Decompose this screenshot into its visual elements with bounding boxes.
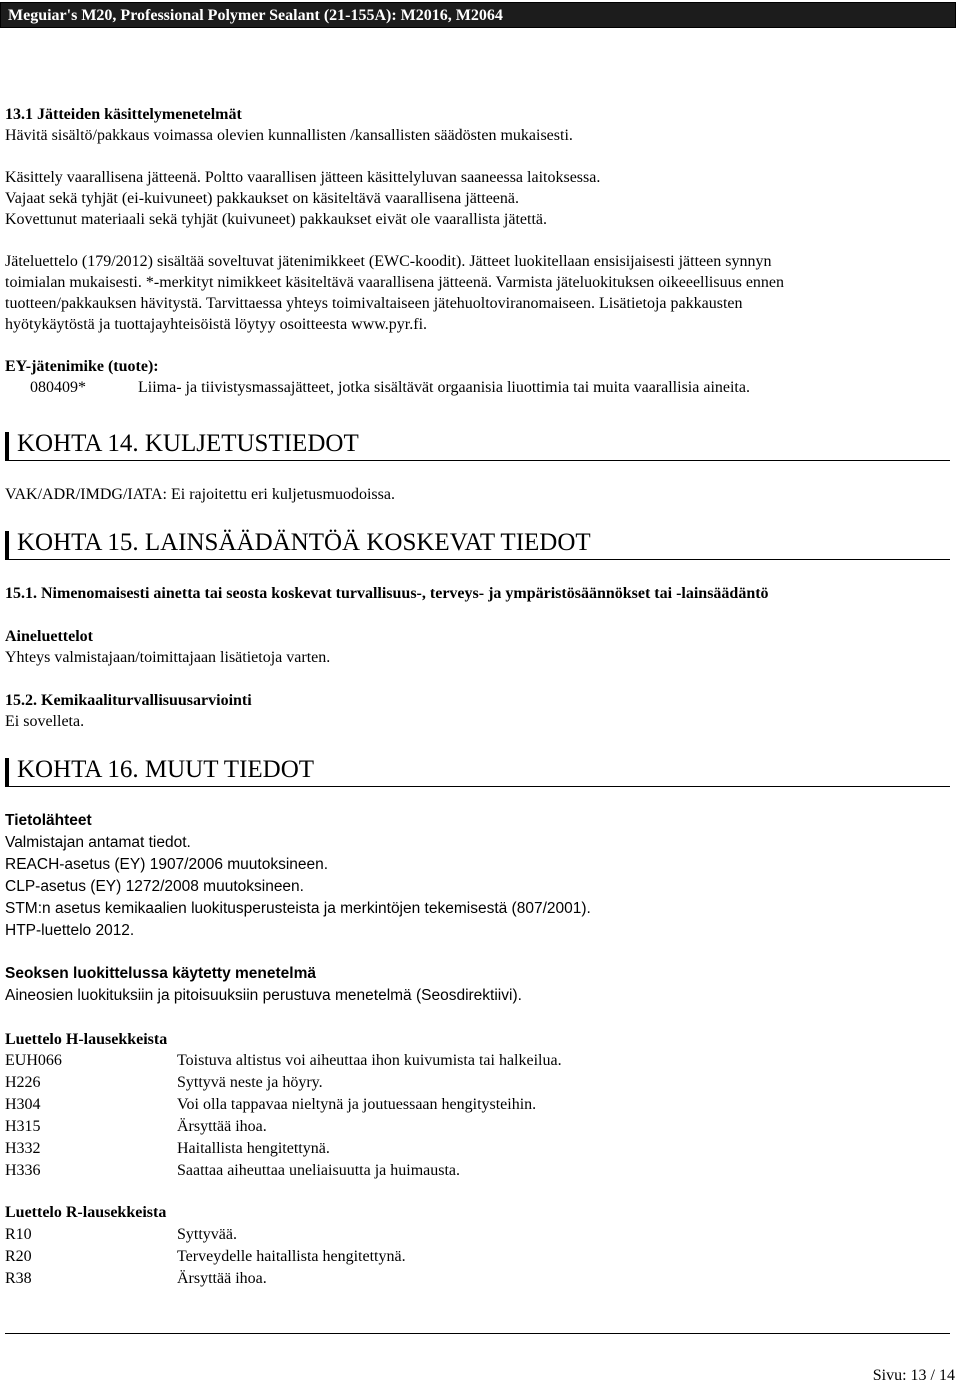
substance-lists-text: Yhteys valmistajaan/toimittajaan lisätietoja varten. xyxy=(5,649,331,666)
statement-text: Ärsyttää ihoa. xyxy=(177,1270,267,1287)
statement-code: H332 xyxy=(5,1140,41,1157)
heading-rule xyxy=(5,531,9,559)
section-13-1-heading: 13.1 Jätteiden käsittelymenetelmät xyxy=(5,106,242,123)
statement-code: H336 xyxy=(5,1162,41,1179)
source-item: CLP-asetus (EY) 1272/2008 muutoksineen. xyxy=(5,878,304,895)
section-15-heading-box xyxy=(5,527,950,560)
substance-lists-label: Aineluettelot xyxy=(5,628,93,645)
h-statements-label: Luettelo H-lausekkeista xyxy=(5,1031,168,1048)
transport-text: VAK/ADR/IMDG/IATA: Ei rajoitettu eri kuljetusmuodoissa. xyxy=(5,486,395,503)
waste-list-line-2: toimialan mukaisesti. *-merkityt nimikkeet käsiteltävä vaarallisena jätteenä. Varmista jäteluokituksen oikeeellisuus ennen xyxy=(5,274,785,291)
statement-text: Ärsyttää ihoa. xyxy=(177,1118,267,1135)
statement-text: Syttyvä neste ja höyry. xyxy=(177,1074,323,1091)
section-15-1-heading: 15.1. Nimenomaisesti ainetta tai seosta koskevat turvallisuus-, terveys- ja ympäristösäännökset tai -lainsäädäntö xyxy=(5,585,769,602)
list-item xyxy=(0,1138,960,1160)
list-item xyxy=(0,1268,960,1290)
list-item xyxy=(0,1116,960,1138)
h-statements-list xyxy=(0,1050,960,1182)
list-item xyxy=(0,1224,960,1246)
source-item: Valmistajan antamat tiedot. xyxy=(5,834,191,851)
waste-list-line-3: tuotteen/pakkauksen hävitystä. Tarvittaessa yhteys toimivaltaiseen jätehuoltoviranomaiseen. Lisätietoja pakkausten xyxy=(5,295,743,312)
heading-rule xyxy=(5,432,9,460)
list-item xyxy=(0,1050,960,1072)
list-item xyxy=(0,1072,960,1094)
disposal-paragraph: Hävitä sisältö/pakkaus voimassa olevien kunnallisten /kansallisten säädösten mukaisesti. xyxy=(5,127,573,144)
statement-text: Toistuva altistus voi aiheuttaa ihon kuivumista tai halkeilua. xyxy=(177,1052,562,1069)
page-number: Sivu: 13 / 14 xyxy=(872,1367,955,1384)
section-16-heading: KOHTA 16. MUUT TIEDOT xyxy=(17,756,315,783)
method-text: Aineosien luokituksiin ja pitoisuuksiin perustuva menetelmä (Seosdirektiivi). xyxy=(5,987,522,1004)
source-item: STM:n asetus kemikaalien luokitusperusteista ja merkintöjen tekemisestä (807/2001). xyxy=(5,900,591,917)
statement-text: Voi olla tappavaa nieltynä ja joutuessaan hengitysteihin. xyxy=(177,1096,537,1113)
list-item xyxy=(0,1094,960,1116)
r-statements-list xyxy=(0,1224,960,1290)
source-item: HTP-luettelo 2012. xyxy=(5,922,135,939)
waste-list-line-4: hyötykäytöstä ja tuottajayhteisöistä löytyy osoitteesta www.pyr.fi. xyxy=(5,316,428,333)
source-item: REACH-asetus (EY) 1907/2006 muutoksineen. xyxy=(5,856,329,873)
r-statements-label: Luettelo R-lausekkeista xyxy=(5,1204,167,1221)
statement-code: R38 xyxy=(5,1270,32,1287)
statement-code: H304 xyxy=(5,1096,41,1113)
hazardous-waste-line-1: Käsittely vaarallisena jätteenä. Poltto vaarallisen jätteen käsittelyluvan saaneessa laitoksessa. xyxy=(5,169,601,186)
section-15-heading: KOHTA 15. LAINSÄÄDÄNTÖÄ KOSKEVAT TIEDOT xyxy=(17,529,591,556)
ewc-code: 080409* xyxy=(30,379,86,396)
hazardous-waste-line-3: Kovettunut materiaali sekä tyhjät (kuivuneet) pakkaukset eivät ole vaarallista jätettä. xyxy=(5,211,548,228)
statement-code: H315 xyxy=(5,1118,41,1135)
statement-text: Haitallista hengitettynä. xyxy=(177,1140,330,1157)
ewc-description: Liima- ja tiivistysmassajätteet, jotka sisältävät orgaanisia liuottimia tai muita vaarallisia aineita. xyxy=(138,379,750,396)
statement-text: Terveydelle haitallista hengitettynä. xyxy=(177,1248,406,1265)
statement-code: EUH066 xyxy=(5,1052,62,1069)
ewc-label: EY-jätenimike (tuote): xyxy=(5,358,159,375)
hazardous-waste-line-2: Vajaat sekä tyhjät (ei-kuivuneet) pakkaukset on käsiteltävä vaarallisena jätteenä. xyxy=(5,190,519,207)
list-item xyxy=(0,1246,960,1268)
statement-code: R20 xyxy=(5,1248,32,1265)
footer-divider xyxy=(5,1333,950,1334)
section-15-2-heading: 15.2. Kemikaaliturvallisuusarviointi xyxy=(5,692,252,709)
statement-text: Saattaa aiheuttaa uneliaisuutta ja huimausta. xyxy=(177,1162,461,1179)
sources-label: Tietolähteet xyxy=(5,812,92,829)
heading-rule xyxy=(5,758,9,786)
method-label: Seoksen luokittelussa käytetty menetelmä xyxy=(5,965,316,982)
list-item xyxy=(0,1160,960,1182)
statement-code: H226 xyxy=(5,1074,41,1091)
statement-text: Syttyvää. xyxy=(177,1226,237,1243)
section-14-heading: KOHTA 14. KULJETUSTIEDOT xyxy=(17,430,359,457)
statement-code: R10 xyxy=(5,1226,32,1243)
section-16-heading-box xyxy=(5,754,950,787)
chemical-safety-text: Ei sovelleta. xyxy=(5,713,85,730)
document-header: Meguiar's M20, Professional Polymer Sealant (21-155A): M2016, M2064 xyxy=(0,2,956,28)
waste-list-line-1: Jäteluettelo (179/2012) sisältää soveltuvat jätenimikkeet (EWC-koodit). Jätteet luokitellaan ensisijaisesti jätteen synnyn xyxy=(5,253,772,270)
section-14-heading-box xyxy=(5,428,950,461)
